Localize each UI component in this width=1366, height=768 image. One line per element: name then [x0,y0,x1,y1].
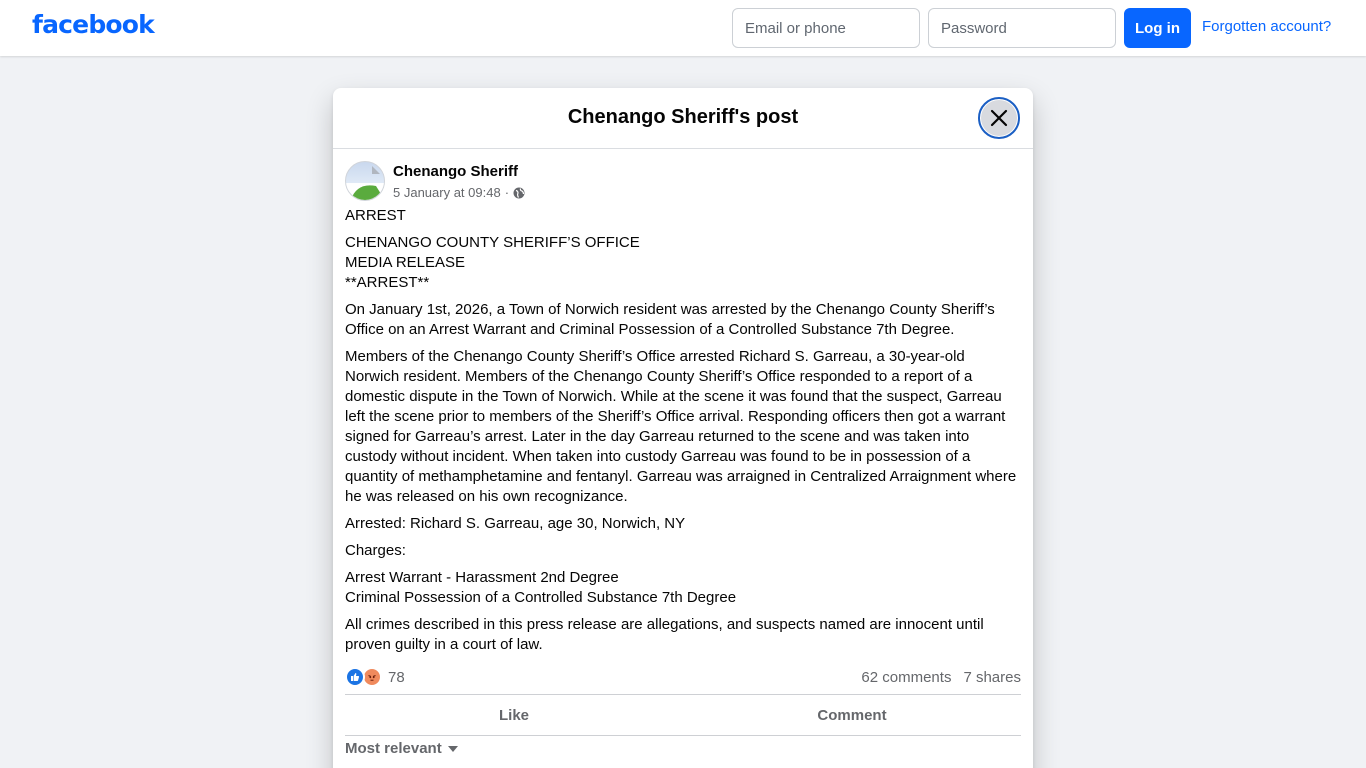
email-field[interactable] [732,8,920,48]
post-paragraph: CHENANGO COUNTY SHERIFF’S OFFICE MEDIA RELEASE **ARREST** [345,234,640,291]
post-paragraph: All crimes described in this press release are allegations, and suspects named are innocent until proven guilty in a court of law. [345,616,984,653]
close-icon [990,109,1008,127]
facebook-logo[interactable]: facebook [32,10,154,39]
post-paragraph: Arrest Warrant - Harassment 2nd Degree Criminal Possession of a Controlled Substance 7th Degree [345,569,737,606]
angry-reaction-icon [362,667,382,687]
shares-count[interactable]: 7 shares [963,668,1021,686]
sort-label: Most relevant [345,740,442,757]
password-field[interactable] [928,8,1116,48]
avatar-image-icon [346,162,385,201]
close-button[interactable] [978,97,1020,139]
engagement-counts [861,669,1021,686]
post-dialog [333,88,1033,768]
comment-sort-dropdown[interactable] [345,740,458,757]
login-button[interactable]: Log in [1124,8,1191,48]
post-author[interactable]: Chenango Sheriff [393,163,519,180]
divider [345,694,1021,695]
dialog-title: Chenango Sheriff's post [567,106,799,128]
post-paragraph: On January 1st, 2026, a Town of Norwich resident was arrested by the Chenango County Sheriff’s Office on an Arrest Warrant and Criminal Possession of a Controlled Substance 7th Degree. [345,301,995,338]
post-paragraph: ARREST [345,207,406,224]
post-timestamp[interactable]: 5 January at 09:48 [393,185,501,200]
top-navigation-bar [0,0,1366,56]
forgotten-account-link[interactable]: Forgotten account? [1202,18,1332,35]
post-paragraph: Charges: [345,542,406,559]
globe-icon [513,187,525,199]
reaction-count: 78 [388,668,405,686]
post-paragraph: Members of the Chenango County Sheriff’s Office arrested Richard S. Garreau, a 30-year-old Norwich resident. Members of the Chenango County Sheriff’s Office responded to a report of a domestic dispute in the Town of Norwich. While at the scene it was found that the suspect, Garreau left the scene prior to members of the Sheriff’s Office arrival. Responding officers then got a warrant signed for Garreau’s arrest. Later in the day Garreau returned to the scene and was taken into custody without incident. When taken into custody Garreau was found to be in possession of a quantity of methamphetamine and fentanyl. Garreau was arraigned in Centralized Arraignment where he was released on his own recognizance. [345,348,1017,505]
caret-down-icon [448,746,458,752]
like-button[interactable]: Like [498,706,529,724]
post-paragraph: Arrested: Richard S. Garreau, age 30, Norwich, NY [345,515,686,532]
like-reaction-icon [345,667,365,687]
reactions-summary[interactable] [345,667,405,687]
avatar[interactable] [345,161,385,201]
comments-count[interactable]: 62 comments [861,668,952,686]
meta-separator: · [504,185,510,200]
divider [345,735,1021,736]
post-meta [393,185,525,200]
post-actions [345,696,1021,734]
comment-button[interactable]: Comment [817,706,887,724]
post-body [345,206,1021,662]
dialog-header [333,88,1033,149]
post-stats [345,666,1021,688]
